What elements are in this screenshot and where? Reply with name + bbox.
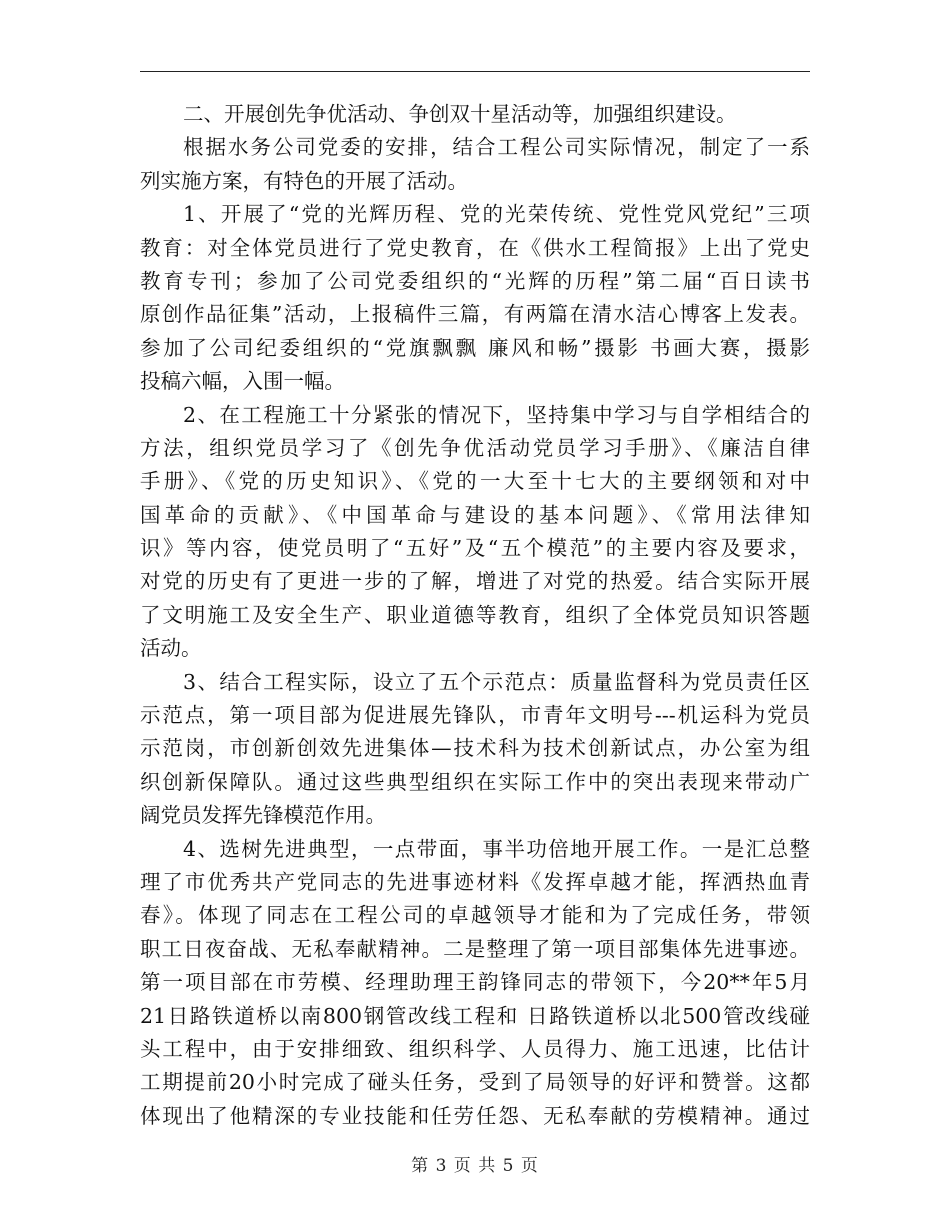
- text-line: [140, 632, 810, 665]
- text-line-content: 4、选树先进典型，一点带面，事半功倍地开展工作。一是汇总整: [183, 836, 810, 861]
- text-line-content: 1、开展了“党的光辉历程、党的光荣传统、党性党风党纪”三项: [183, 202, 810, 227]
- text-line: [140, 232, 810, 265]
- text-line: [140, 298, 810, 331]
- text-line: [140, 766, 810, 799]
- text-line: [140, 966, 810, 999]
- header-rule: [140, 71, 810, 72]
- text-line: [140, 1033, 810, 1066]
- text-line-content: 列实施方案，有特色的开展了活动。: [140, 168, 468, 193]
- text-line: [140, 1066, 810, 1099]
- text-line-content: 工期提前20小时完成了碰头任务，受到了局领导的好评和赞誉。这都: [140, 1070, 810, 1095]
- text-line-content: 手册》、《党的历史知识》、《党的一大至十七大的主要纲领和对中: [140, 469, 810, 494]
- text-line: [140, 265, 810, 298]
- text-line-content: 织创新保障队。通过这些典型组织在实际工作中的突出表现来带动广: [140, 769, 810, 794]
- text-line: [140, 365, 810, 398]
- page-number: 第 3 页 共 5 页: [411, 1156, 539, 1176]
- text-line-content: 活动。: [140, 636, 202, 661]
- text-line-content: 头工程中，由于安排细致、组织科学、人员得力、施工迅速，比估计: [140, 1036, 810, 1061]
- text-line-content: 教育：对全体党员进行了党史教育，在《供水工程简报》上出了党史: [140, 235, 810, 260]
- text-line: [140, 866, 810, 899]
- text-line: [140, 833, 810, 866]
- text-line-content: 方法，组织党员学习了《创先争优活动党员学习手册》、《廉洁自律: [140, 435, 810, 460]
- text-line: [140, 1000, 810, 1033]
- text-line-content: 示范岗，市创新创效先进集体—技术科为技术创新试点，办公室为组: [140, 736, 810, 761]
- text-line-content: 投稿六幅，入围一幅。: [140, 369, 345, 394]
- document-body: [140, 98, 810, 1133]
- text-line: [140, 332, 810, 365]
- text-line-content: 阔党员发挥先锋模范作用。: [140, 803, 386, 828]
- text-line: [140, 165, 810, 198]
- text-line: [140, 799, 810, 832]
- text-line: [140, 399, 810, 432]
- text-line-content: 3、结合工程实际，设立了五个示范点：质量监督科为党员责任区: [183, 669, 810, 694]
- text-line: [140, 666, 810, 699]
- text-line: [140, 933, 810, 966]
- text-line-content: 春》。体现了同志在工程公司的卓越领导才能和为了完成任务，带领: [140, 903, 810, 928]
- text-line-content: 二、开展创先争优活动、争创双十星活动等，加强组织建设。: [183, 102, 737, 126]
- text-line: [140, 732, 810, 765]
- text-line-content: 根据水务公司党委的安排，结合工程公司实际情况，制定了一系: [183, 135, 810, 160]
- text-line-content: 21日路铁道桥以南800钢管改线工程和 日路铁道桥以北500管改线碰: [140, 1003, 810, 1028]
- text-line-content: 体现出了他精深的专业技能和任劳任怨、无私奉献的劳模精神。通过: [140, 1103, 810, 1128]
- text-line: [140, 899, 810, 932]
- text-line-content: 第一项目部在市劳模、经理助理王韵锋同志的带领下，今20**年5月: [140, 970, 810, 995]
- text-line: [140, 565, 810, 598]
- text-line: [140, 599, 810, 632]
- text-line-content: 职工日夜奋战、无私奉献精神。二是整理了第一项目部集体先进事迹。: [140, 936, 810, 961]
- text-line: [140, 465, 810, 498]
- text-line: [140, 131, 810, 164]
- text-line-content: 原创作品征集”活动，上报稿件三篇，有两篇在清水洁心博客上发表。: [140, 302, 810, 327]
- text-line-content: 了文明施工及安全生产、职业道德等教育，组织了全体党员知识答题: [140, 602, 810, 627]
- text-line: [140, 699, 810, 732]
- text-line-content: 示范点，第一项目部为促进展先锋队，市青年文明号---机运科为党员: [140, 703, 810, 728]
- text-line-content: 识》等内容，使党员明了“五好”及“五个模范”的主要内容及要求，: [140, 536, 810, 561]
- text-line: [140, 198, 810, 231]
- text-line-content: 国革命的贡献》、《中国革命与建设的基本问题》、《常用法律知: [140, 502, 810, 527]
- text-line-content: 理了市优秀共产党同志的先进事迹材料《发挥卓越才能，挥洒热血青: [140, 869, 810, 894]
- text-line-content: 2、在工程施工十分紧张的情况下，坚持集中学习与自学相结合的: [183, 402, 810, 427]
- text-line: [140, 1100, 810, 1133]
- text-line-content: 对党的历史有了更进一步的了解，增进了对党的热爱。结合实际开展: [140, 569, 810, 594]
- text-line-content: 参加了公司纪委组织的“党旗飘飘 廉风和畅”摄影 书画大赛，摄影: [140, 335, 810, 360]
- text-line-content: 教育专刊；参加了公司党委组织的“光辉的历程”第二届“百日读书: [140, 268, 810, 293]
- text-line: [140, 532, 810, 565]
- text-line: [140, 432, 810, 465]
- text-line: [140, 98, 810, 131]
- text-line: [140, 499, 810, 532]
